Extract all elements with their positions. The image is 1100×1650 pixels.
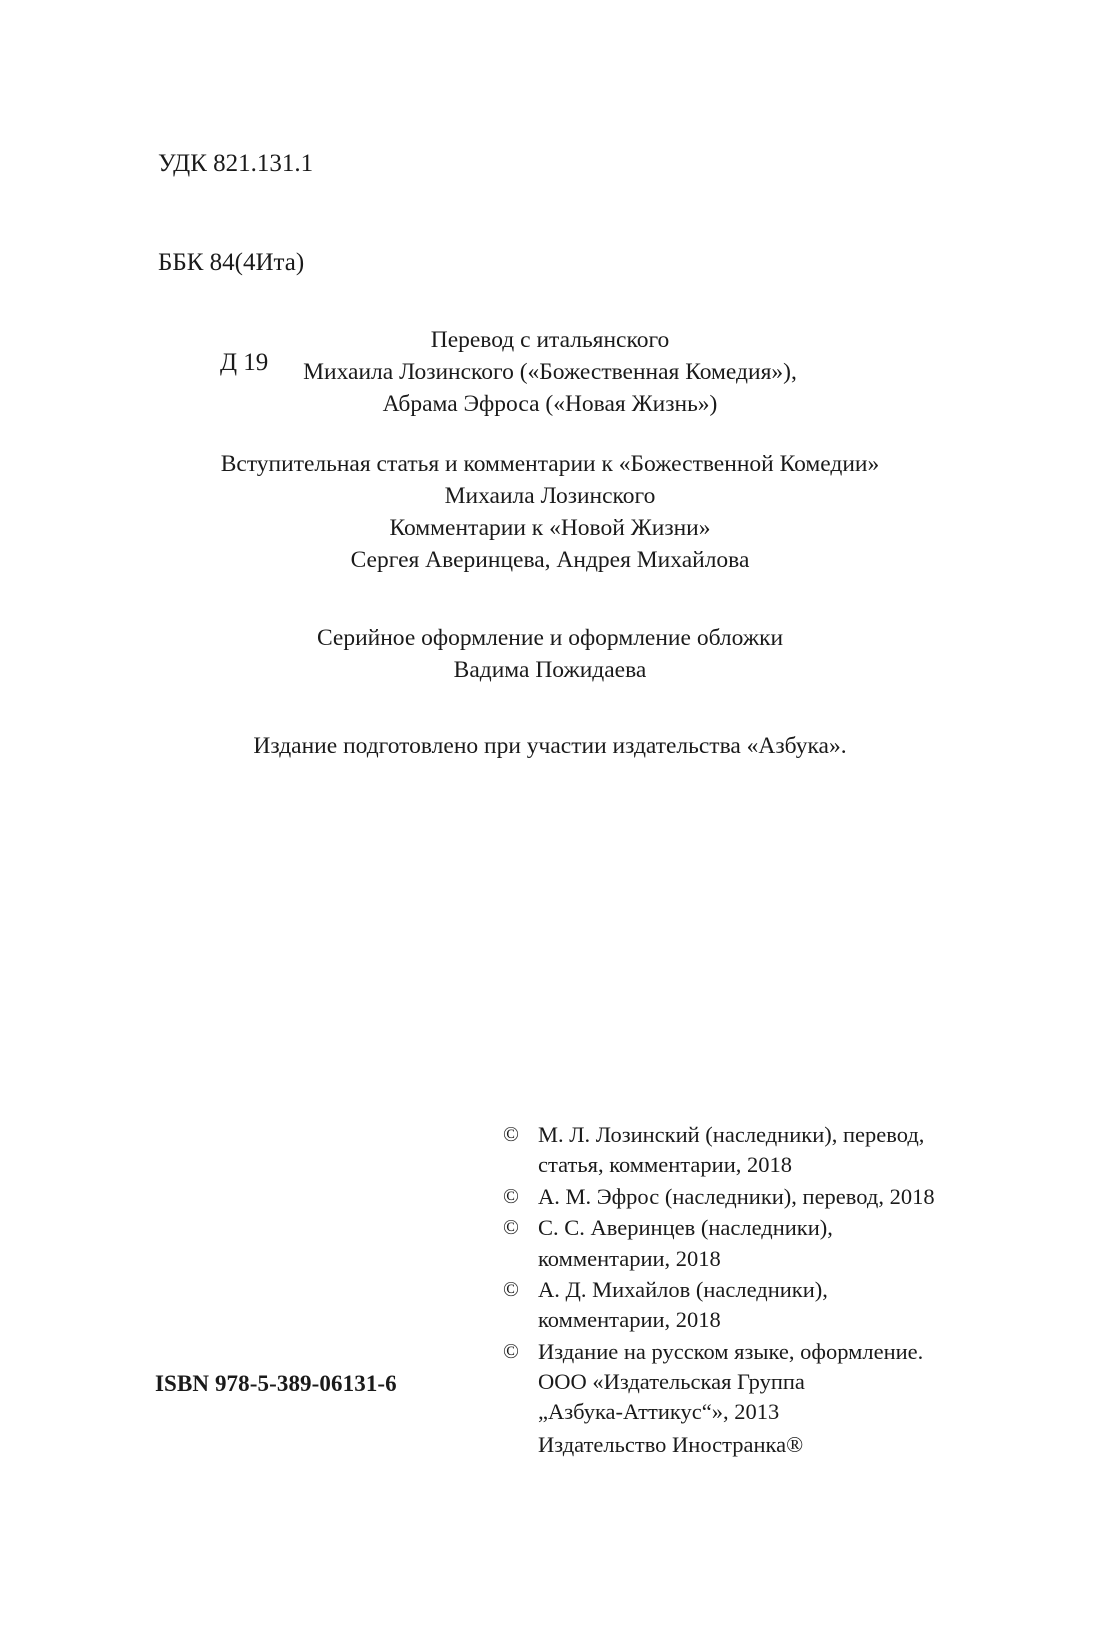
translation-credit [0, 325, 1100, 421]
copyright-entry [503, 1213, 973, 1274]
copyright-entry-line: комментарии, 2018 [538, 1245, 721, 1271]
articles-line-2: Михаила Лозинского [444, 482, 656, 509]
articles-line-3: Комментарии к «Новой Жизни» [389, 514, 711, 541]
copyright-entry-line: С. С. Аверинцев (наследники), [538, 1215, 833, 1241]
copyright-entry-text [538, 1213, 973, 1274]
design-line-1: Серийное оформление и оформление обложки [316, 624, 784, 651]
copyright-entry-line: статья, комментарии, 2018 [538, 1152, 792, 1178]
prepared-note [0, 731, 1100, 763]
copyright-icon: © [503, 1122, 519, 1146]
copyright-block [503, 1120, 973, 1460]
copyright-entry [503, 1337, 973, 1428]
copyright-entry-text [538, 1120, 973, 1181]
design-credit [0, 623, 1100, 687]
copyright-entry-text [538, 1275, 973, 1336]
credits-block [0, 325, 1100, 763]
translation-line-1: Перевод с итальянского [430, 327, 670, 353]
bbk-code: ББК 84(4Ита) [158, 249, 305, 277]
copyright-entry [503, 1120, 973, 1181]
udk-code: УДК 821.131.1 [158, 149, 314, 177]
isbn: ISBN 978-5-389-06131-6 [155, 1371, 397, 1396]
copyright-entry-line: ООО «Издательская Группа [538, 1369, 805, 1394]
copyright-entry-text [538, 1182, 973, 1212]
articles-line-4: Сергея Аверинцева, Андрея Михайлова [350, 546, 750, 573]
articles-line-1: Вступительная статья и комментарии к «Божественной Комедии» [220, 450, 880, 477]
publisher-imprint: Издательство Иностранка® [538, 1431, 804, 1457]
copyright-entry-line: комментарии, 2018 [538, 1307, 721, 1333]
copyright-icon: © [503, 1276, 519, 1301]
copyright-entry-line: „Азбука-Аттикус“», 2013 [538, 1399, 780, 1425]
copyright-icon: © [503, 1338, 519, 1363]
copyright-entry-line: А. Д. Михайлов (наследники), [538, 1276, 828, 1302]
copyright-entry-line: Издание на русском языке, оформление. [538, 1338, 924, 1364]
copyright-entry [503, 1182, 973, 1212]
translation-line-3: Абрама Эфроса («Новая Жизнь») [382, 390, 718, 417]
design-line-2: Вадима Пожидаева [453, 656, 647, 683]
copyright-entry-line: А. М. Эфрос (наследники), перевод, 2018 [538, 1183, 935, 1209]
copyright-icon: © [503, 1215, 519, 1240]
copyright-entry-line: М. Л. Лозинский (наследники), перевод, [538, 1122, 925, 1147]
copyright-entry [503, 1275, 973, 1336]
prepared-line-1: Издание подготовлено при участии издательства «Азбука». [253, 732, 847, 759]
copyright-icon: © [503, 1183, 519, 1208]
translation-line-2: Михаила Лозинского («Божественная Комедия»), [303, 358, 797, 385]
articles-credit [0, 449, 1100, 577]
copyright-entry-text [538, 1337, 973, 1428]
author-code: Д 19 [220, 349, 269, 376]
